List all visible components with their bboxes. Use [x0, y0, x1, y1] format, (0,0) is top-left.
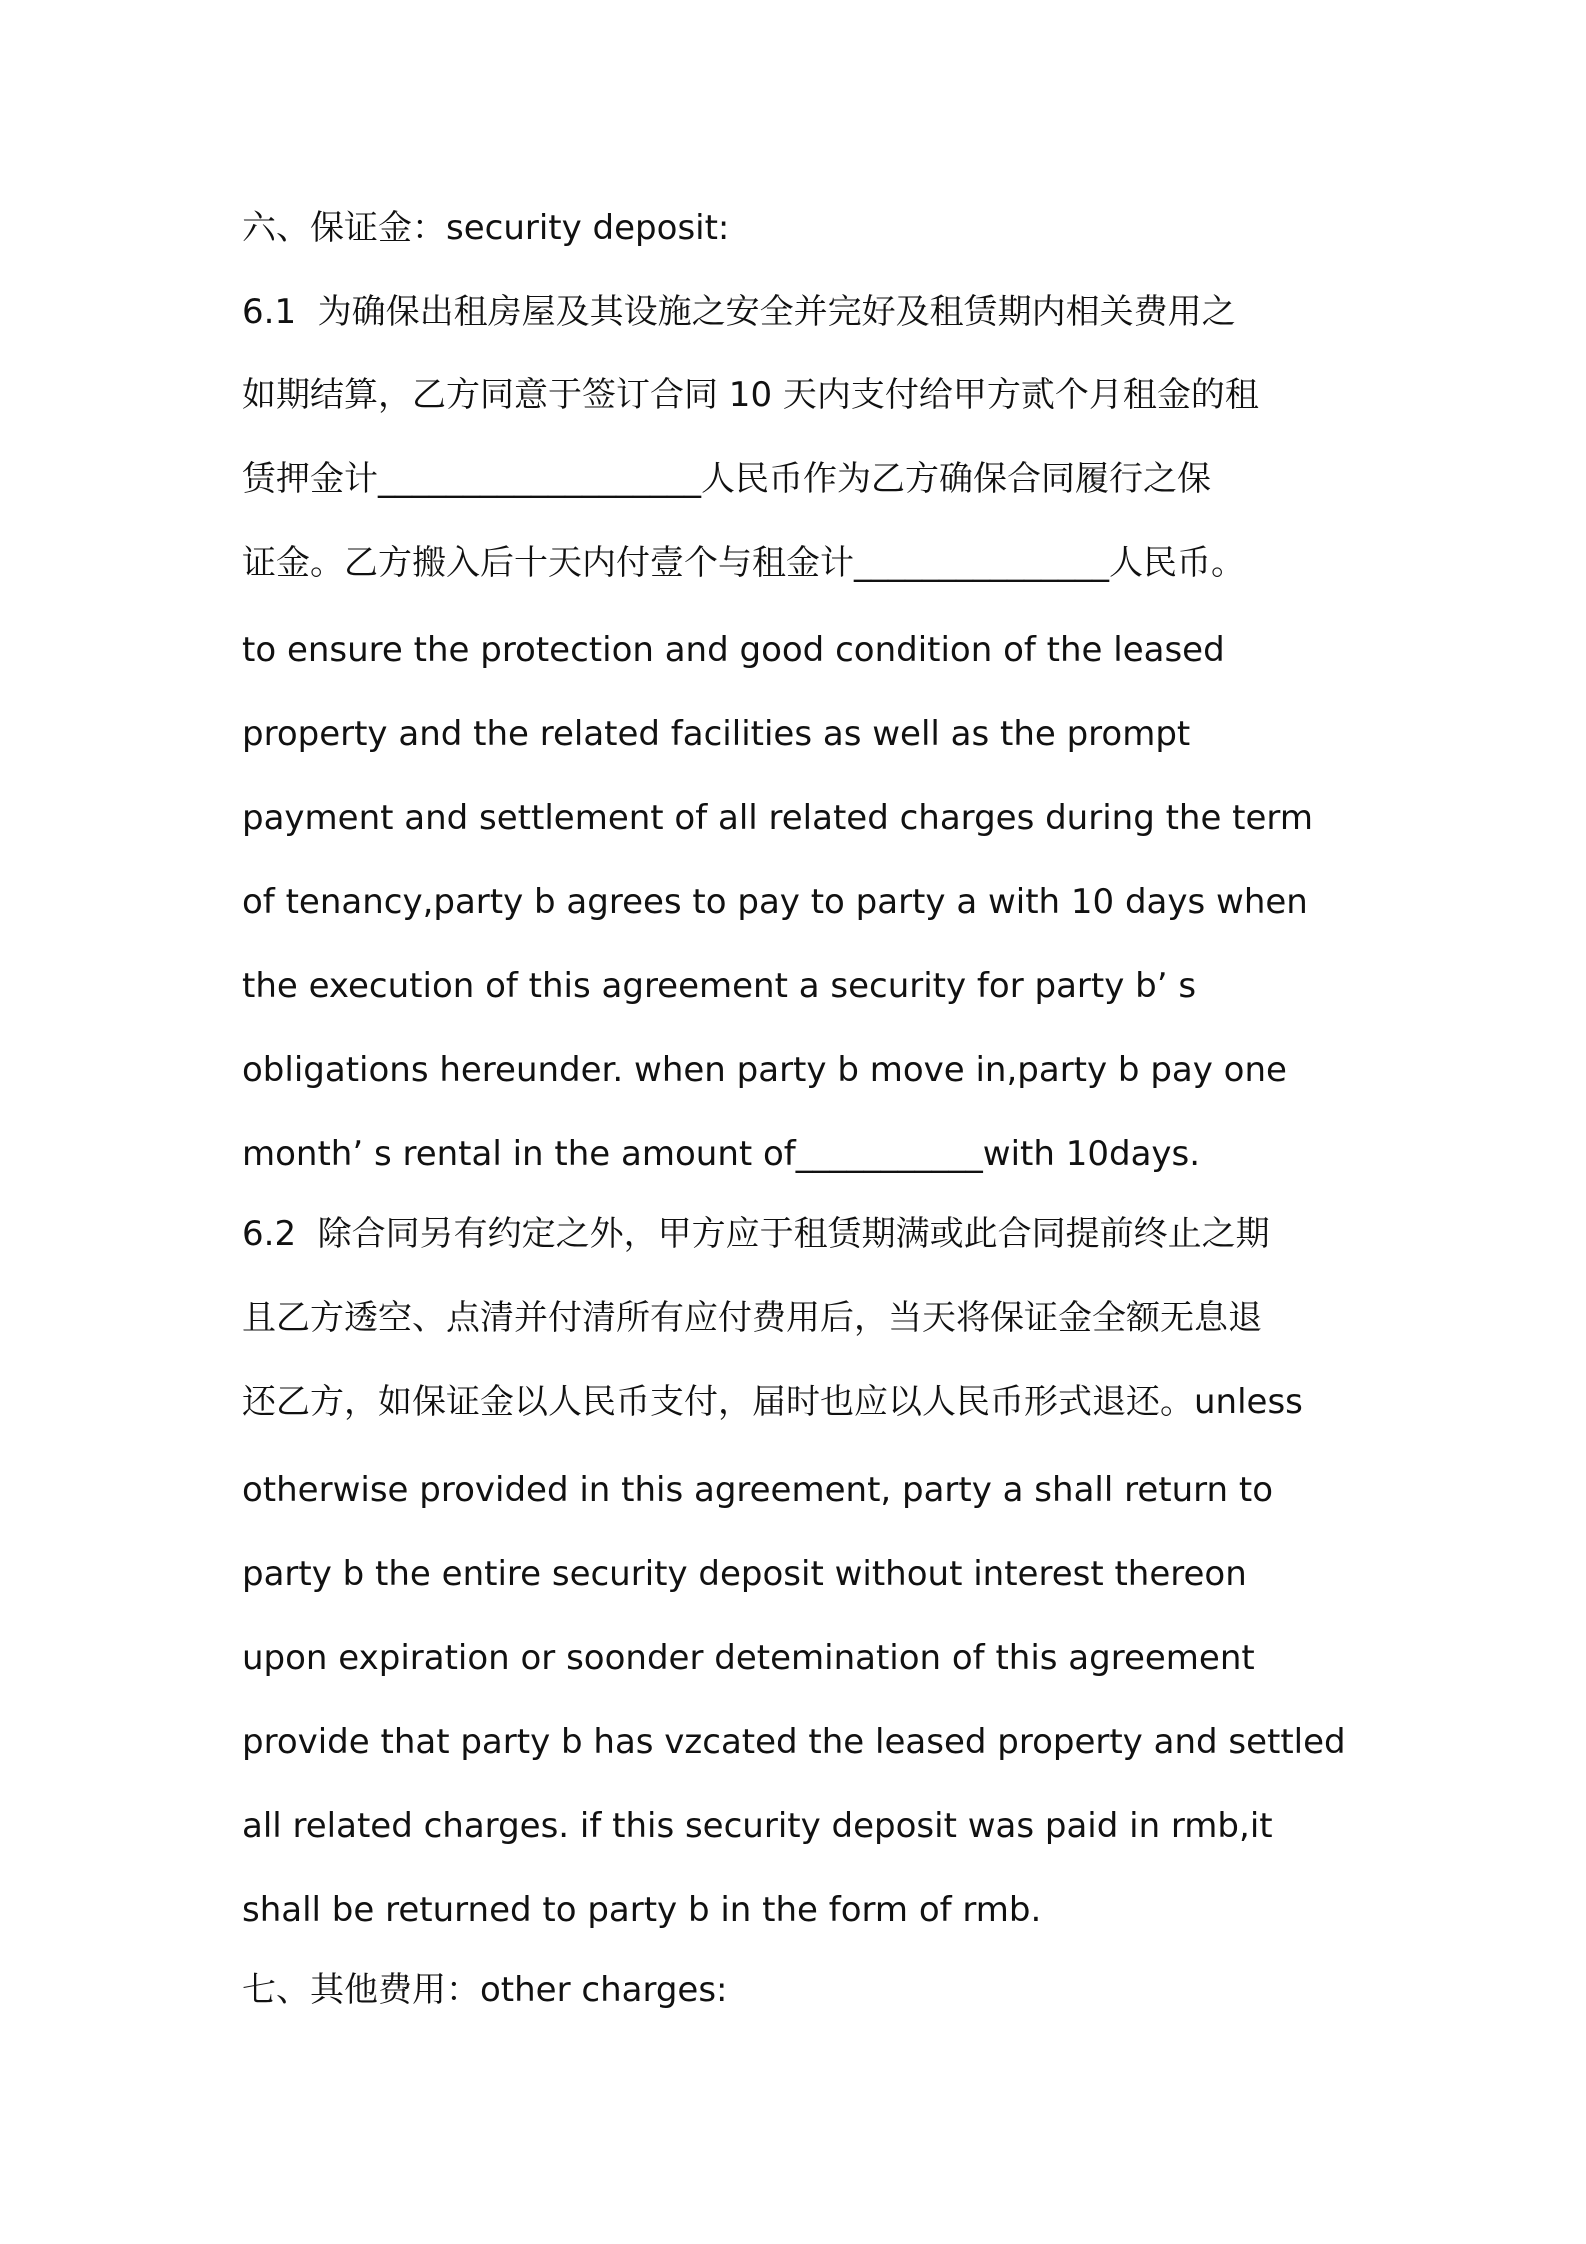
- clause-6-2-english-line-3: upon expiration or soonder detemination of this agreement: [242, 1638, 1255, 1678]
- clause-6-2-english-line-4: provide that party b has vzcated the leased property and settled: [242, 1722, 1346, 1762]
- clause-6-1-line-3: 赁押金计___________________人民币作为乙方确保合同履行之保: [242, 459, 1211, 499]
- clause-6-1-line-4: 证金。乙方搬入后十天内付壹个与租金计_______________人民币。: [242, 543, 1245, 583]
- clause-6-2-line-1: 6.2 除合同另有约定之外，甲方应于租赁期满或此合同提前终止之期: [242, 1214, 1270, 1254]
- section-6-heading: 六、保证金：security deposit:: [242, 208, 730, 248]
- clause-6-1-english-line-6: obligations hereunder. when party b move in,party b pay one: [242, 1050, 1287, 1090]
- clause-6-1-english-line-2: property and the related facilities as well as the prompt: [242, 714, 1191, 754]
- clause-6-2-line-3: 还乙方，如保证金以人民币支付，届时也应以人民币形式退还。unless: [242, 1382, 1303, 1422]
- clause-6-1-line-2: 如期结算，乙方同意于签订合同 10 天内支付给甲方贰个月租金的租: [242, 375, 1259, 415]
- clause-6-1-english-line-3: payment and settlement of all related charges during the term: [242, 798, 1313, 838]
- clause-6-1-english-line-7: month’ s rental in the amount of___________with 10days.: [242, 1134, 1201, 1174]
- clause-6-2-english-line-5: all related charges. if this security deposit was paid in rmb,it: [242, 1806, 1273, 1846]
- clause-6-1-line-1: 6.1 为确保出租房屋及其设施之安全并完好及租赁期内相关费用之: [242, 292, 1236, 332]
- clause-6-1-english-line-1: to ensure the protection and good condition of the leased: [242, 630, 1225, 670]
- clause-6-1-english-line-4: of tenancy,party b agrees to pay to party a with 10 days when: [242, 882, 1308, 922]
- section-7-heading: 七、其他费用：other charges:: [242, 1970, 728, 2010]
- clause-6-2-english-line-6: shall be returned to party b in the form of rmb.: [242, 1890, 1042, 1930]
- clause-6-2-english-line-1: otherwise provided in this agreement, party a shall return to: [242, 1470, 1274, 1510]
- clause-6-2-english-line-2: party b the entire security deposit without interest thereon: [242, 1554, 1247, 1594]
- clause-6-2-line-2: 且乙方透空、点清并付清所有应付费用后，当天将保证金全额无息退: [242, 1298, 1262, 1338]
- clause-6-1-english-line-5: the execution of this agreement a security for party b’ s: [242, 966, 1197, 1006]
